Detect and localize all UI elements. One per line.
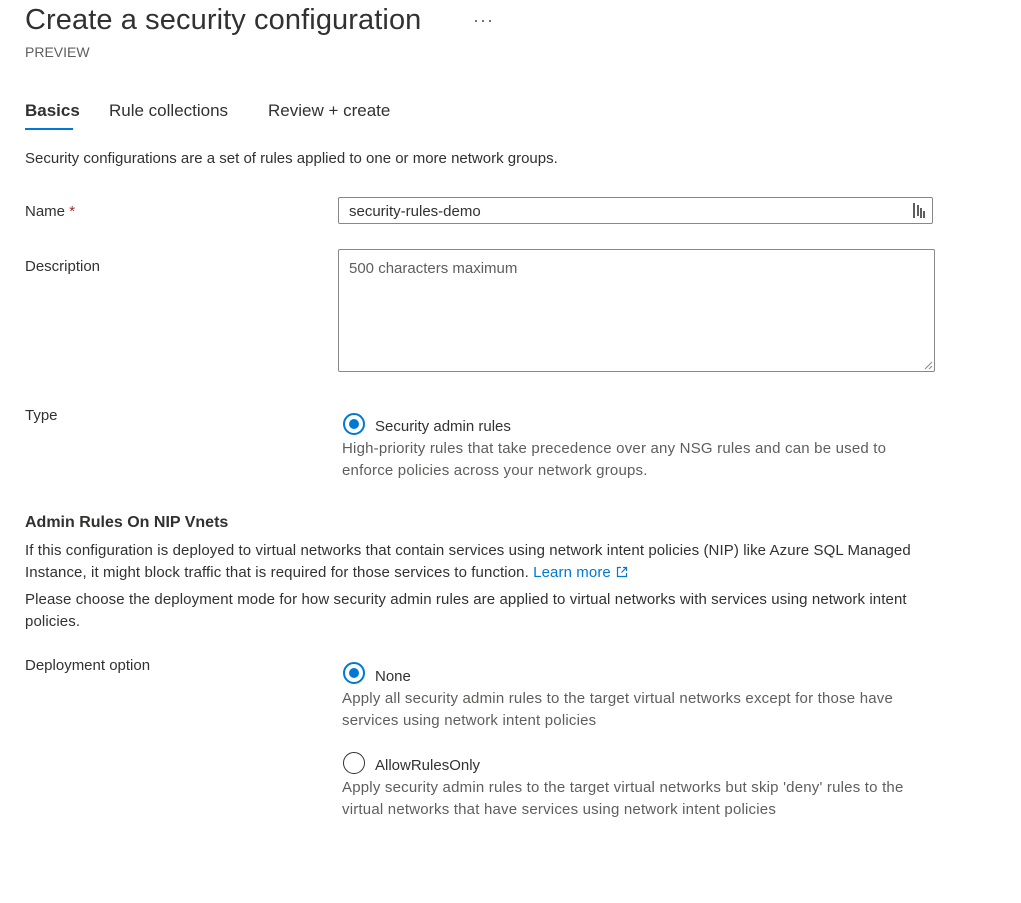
name-input[interactable] (338, 197, 933, 224)
radio-allow-rules-only[interactable] (343, 752, 365, 774)
active-tab-indicator (25, 128, 73, 130)
description-placeholder: 500 characters maximum (349, 260, 518, 277)
nip-paragraph-1 (25, 540, 945, 584)
nip-paragraph-2: Please choose the deployment mode for how security admin rules are applied to virtual networks with services using network intent policies. (25, 591, 907, 630)
security-admin-rules-help: High-priority rules that take precedence over any NSG rules and can be used to enforce policies across your network groups. (342, 440, 887, 479)
name-label (25, 203, 75, 220)
name-label-text: Name (25, 203, 66, 220)
deployment-option-label: Deployment option (25, 657, 151, 674)
page-title: Create a security configuration (25, 4, 422, 36)
radio-security-admin-rules-label[interactable]: Security admin rules (375, 418, 511, 435)
required-mark: * (69, 203, 76, 220)
description-label: Description (25, 258, 101, 275)
radio-none[interactable] (343, 662, 365, 684)
radio-none-label[interactable]: None (375, 668, 411, 685)
name-input-value[interactable]: security-rules-demo (349, 203, 481, 220)
nip-paragraph-1-text: If this configuration is deployed to virtual networks that contain services using network intent policies (NIP) like Azure SQL Managed Instance, it might block traffic that is required for those services to function. (25, 542, 911, 581)
tab-review-create[interactable]: Review + create (268, 101, 391, 120)
key-vault-icon[interactable] (912, 202, 926, 219)
radio-allow-rules-only-label[interactable]: AllowRulesOnly (375, 757, 481, 774)
type-label: Type (25, 407, 58, 424)
preview-badge: PREVIEW (25, 44, 90, 60)
tab-basics[interactable]: Basics (25, 101, 80, 120)
learn-more-link[interactable] (533, 564, 628, 581)
allow-rules-only-help: Apply security admin rules to the target virtual networks but skip 'deny' rules to the virtual networks that have services using network intent policies (342, 779, 904, 818)
resize-grip-icon[interactable] (924, 361, 933, 370)
intro-text: Security configurations are a set of rules applied to one or more network groups. (25, 150, 558, 167)
nip-section-title: Admin Rules On NIP Vnets (25, 514, 229, 531)
radio-security-admin-rules[interactable] (343, 413, 365, 435)
more-options-button[interactable]: ··· (473, 10, 494, 30)
none-help: Apply all security admin rules to the target virtual networks except for those have services using network intent policies (342, 690, 894, 729)
tab-rule-collections[interactable]: Rule collections (109, 101, 229, 120)
description-textarea[interactable] (338, 249, 935, 372)
learn-more-text[interactable]: Learn more (533, 564, 611, 581)
external-link-icon[interactable] (616, 566, 628, 578)
